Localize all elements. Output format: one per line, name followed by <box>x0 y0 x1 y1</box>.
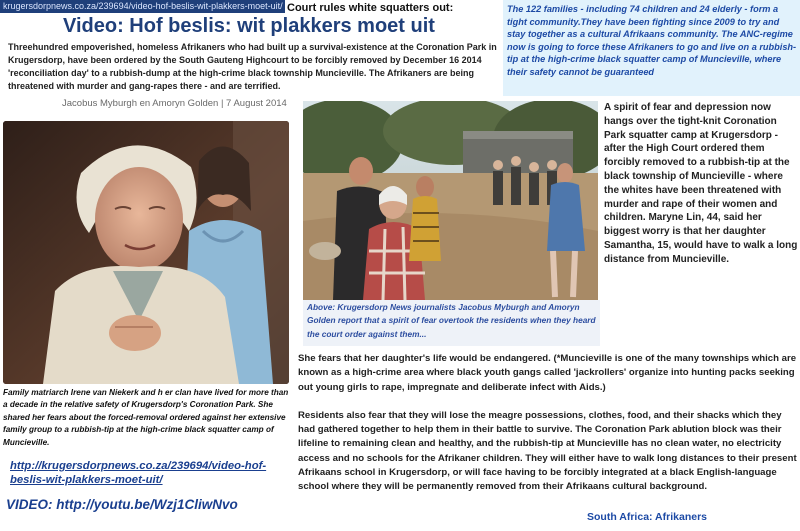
footer-tag: South Africa: Afrikaners <box>587 511 707 523</box>
page-title: Video: Hof beslis: wit plakkers moet uit <box>63 15 435 37</box>
right-column-text: A spirit of fear and depression now hangs over the tight-knit Coronation Park squatter camp at Krugersdorp - after the High Court ordered them forcibly removed to a rubbish-tip at the black township of Muncieville - where the whites have been threatened with murder and rape of their women and children. Maryne Lin, 44, said her biggest worry is that her daughter Samantha, 15, would have to walk a long distance from Muncieville. <box>604 102 798 265</box>
body-paragraph-fears: She fears that her daughter's life would be endangered. (*Muncieville is one of the many townships which are known as a high-crime area where black youth gangs called 'jackrollers' organize into hunting packs seeking out young girls to rape, impregnate and deliberate infect with Aids.) <box>298 353 797 393</box>
photo-crowd-caption: Above: Krugersdorp News journalists Jacobus Myburgh and Amoryn Golden report that a spirit of fear overtook the residents when they heard the court order against them... <box>307 302 596 339</box>
video-link[interactable]: VIDEO: http://youtu.be/Wzj1CliwNvo <box>6 497 238 512</box>
photo-matriarch <box>3 121 289 384</box>
highlight-panel-text: The 122 families - including 74 children and 24 elderly - form a tight community.They have been fighting since 2009 to try and stay together as a cultural Afrikaans community. The ANC-regime now is going to force these Afrikaners to go and live on a rubbish-tip at the high-crime black squatter camp of Muncieville, where their safety cannot be guaranteed <box>507 4 797 77</box>
photo-matriarch-image <box>3 121 289 384</box>
body-paragraph-residents: Residents also fear that they will lose the meagre possessions, clothes, food, and their shacks which they had gathered together to help them in their battle to survive. The Coronation Park ablution block was their lifeline to remaining clean and healthy, and the rubbish-tip at Muncieville has no clean water, no electricity access and no schools for the Afrikaner children. They will either have to walk long distances to their present Afrikaans school in Krugersdorp, or will face having to be forcibly integrated at a black English-language school where they will be permanently removed from their Afrikaans cultural background. <box>298 410 797 493</box>
intro-paragraph: Threehundred empoverished, homeless Afrikaners who had built up a survival-existence at the Coronation Park in Krugersdorp, have been ordered by the South Gauteng Highcourt to be forcibly removed by December 16 2014 'reconciliation day' to a rubbish-dump at the high-crime black township Muncieville. The Afrikaners are being threatened with murder and gang-rapes there - and are terrified. <box>8 42 497 91</box>
photo-journalists-crowd <box>303 101 598 300</box>
court-rules-heading: Court rules white squatters out: <box>287 2 454 14</box>
article-link[interactable]: http://krugersdorpnews.co.za/239694/video-hof-beslis-wit-plakkers-moet-uit/ <box>10 460 267 486</box>
photo-crowd-image <box>303 101 598 300</box>
byline: Jacobus Myburgh en Amoryn Golden | 7 August 2014 <box>62 98 287 109</box>
url-strip[interactable]: krugersdorpnews.co.za/239694/video-hof-beslis-wit-plakkers-moet-uit/ <box>0 0 285 13</box>
photo-matriarch-caption: Family matriarch Irene van Niekerk and h er clan have lived for more than a decade in the relative safety of Krugersdorp's Coronation Park. She shared her fears about the forced-removal ordered against her extensive family group to a rubbish-tip at the high-crime black squatter camp of Muncieville. <box>3 388 289 447</box>
